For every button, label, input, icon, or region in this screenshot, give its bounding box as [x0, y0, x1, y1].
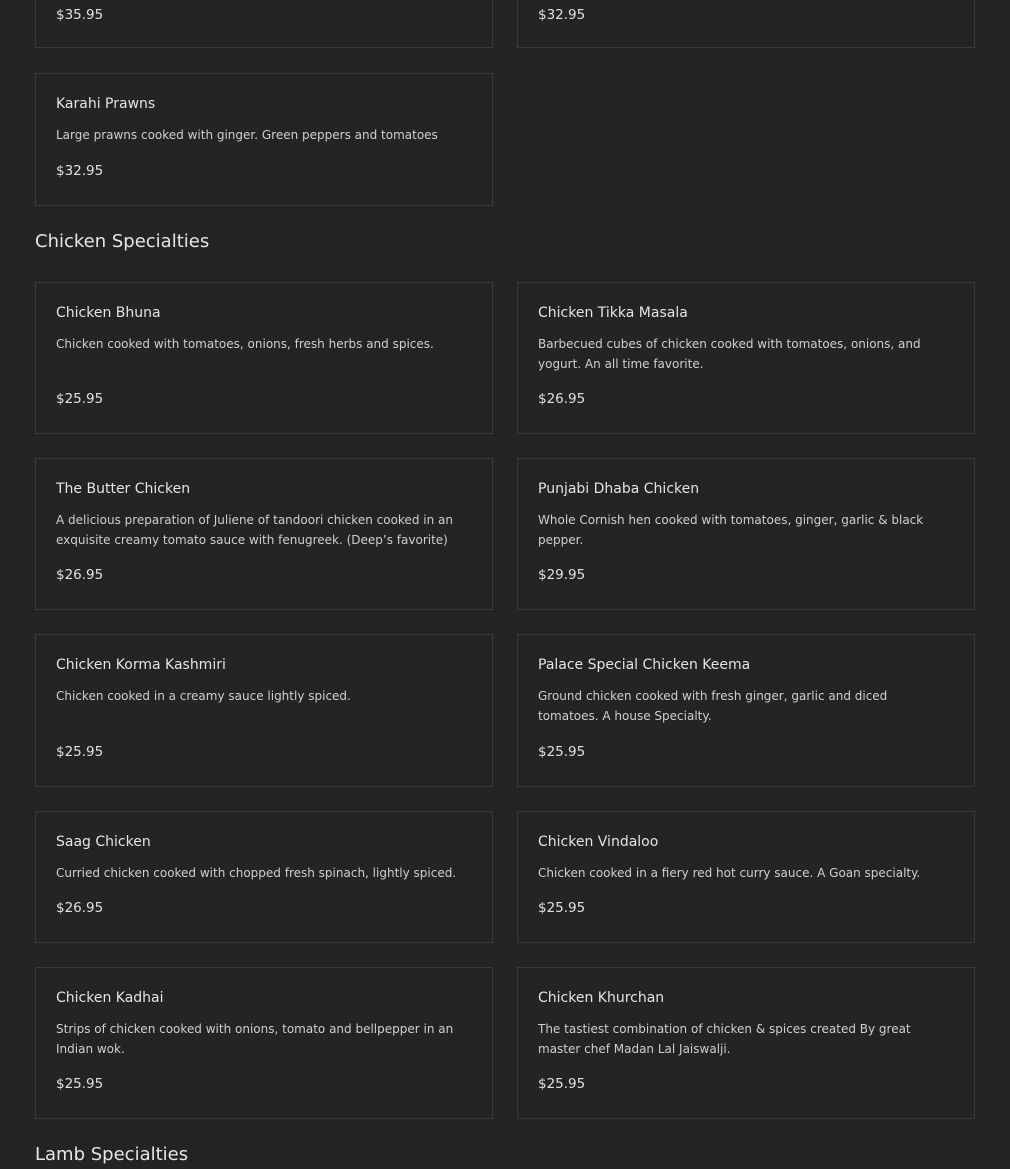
item-price: $25.95	[538, 1076, 586, 1092]
item-description: The tastiest combination of chicken & spices created By great master chef Madan Lal Jaiswalji.	[538, 1022, 911, 1056]
menu-item-card	[35, 811, 493, 943]
item-price: $25.95	[56, 1076, 104, 1092]
item-price: $26.95	[56, 567, 104, 583]
item-name: Karahi Prawns	[56, 96, 156, 112]
menu-item-card	[517, 811, 975, 943]
item-name: Chicken Khurchan	[538, 990, 665, 1006]
item-price: $35.95	[56, 7, 104, 23]
item-name: Chicken Bhuna	[56, 305, 161, 321]
item-description: Curried chicken cooked with chopped fresh spinach, lightly spiced.	[56, 866, 457, 880]
item-description: Large prawns cooked with ginger. Green peppers and tomatoes	[56, 128, 438, 142]
item-name: Saag Chicken	[56, 834, 151, 850]
item-name: Chicken Korma Kashmiri	[56, 657, 226, 673]
item-description: Chicken cooked in a fiery red hot curry sauce. A Goan specialty.	[538, 866, 921, 880]
menu-item-card	[35, 458, 493, 610]
menu-item-card	[35, 73, 493, 206]
item-price: $32.95	[538, 7, 586, 23]
menu-item-card	[35, 0, 493, 48]
menu-item-card	[35, 282, 493, 434]
section-title-chicken: Chicken Specialties	[35, 231, 210, 252]
item-description: Chicken cooked with tomatoes, onions, fresh herbs and spices.	[56, 337, 434, 351]
item-description: Chicken cooked in a creamy sauce lightly spiced.	[56, 689, 351, 703]
item-description: Strips of chicken cooked with onions, tomato and bellpepper in an Indian wok.	[56, 1022, 454, 1056]
item-price: $32.95	[56, 163, 104, 179]
item-description: Barbecued cubes of chicken cooked with tomatoes, onions, and yogurt. An all time favorite.	[538, 337, 921, 371]
section-title-lamb: Lamb Specialties	[35, 1144, 189, 1165]
item-description: Whole Cornish hen cooked with tomatoes, ginger, garlic & black pepper.	[538, 513, 924, 547]
item-price: $25.95	[56, 744, 104, 760]
item-description: A delicious preparation of Juliene of tandoori chicken cooked in an exquisite creamy tomato sauce with fenugreek. (Deep’s favorite)	[56, 513, 453, 547]
menu-item-card	[517, 458, 975, 610]
item-description: Ground chicken cooked with fresh ginger, garlic and diced tomatoes. A house Specialty.	[538, 689, 888, 723]
item-name: Chicken Tikka Masala	[538, 305, 688, 321]
item-price: $29.95	[538, 567, 586, 583]
menu-item-card	[517, 0, 975, 48]
menu-item-card	[517, 634, 975, 787]
menu-item-card	[517, 967, 975, 1119]
item-price: $25.95	[538, 744, 586, 760]
item-name: Punjabi Dhaba Chicken	[538, 481, 700, 497]
menu-item-card	[517, 282, 975, 434]
menu-item-card	[35, 967, 493, 1119]
item-price: $25.95	[56, 391, 104, 407]
menu-item-card	[35, 634, 493, 787]
item-name: Palace Special Chicken Keema	[538, 657, 751, 673]
item-name: Chicken Kadhai	[56, 990, 164, 1006]
item-price: $26.95	[56, 900, 104, 916]
item-name: The Butter Chicken	[56, 481, 191, 497]
item-price: $25.95	[538, 900, 586, 916]
item-price: $26.95	[538, 391, 586, 407]
item-name: Chicken Vindaloo	[538, 834, 659, 850]
